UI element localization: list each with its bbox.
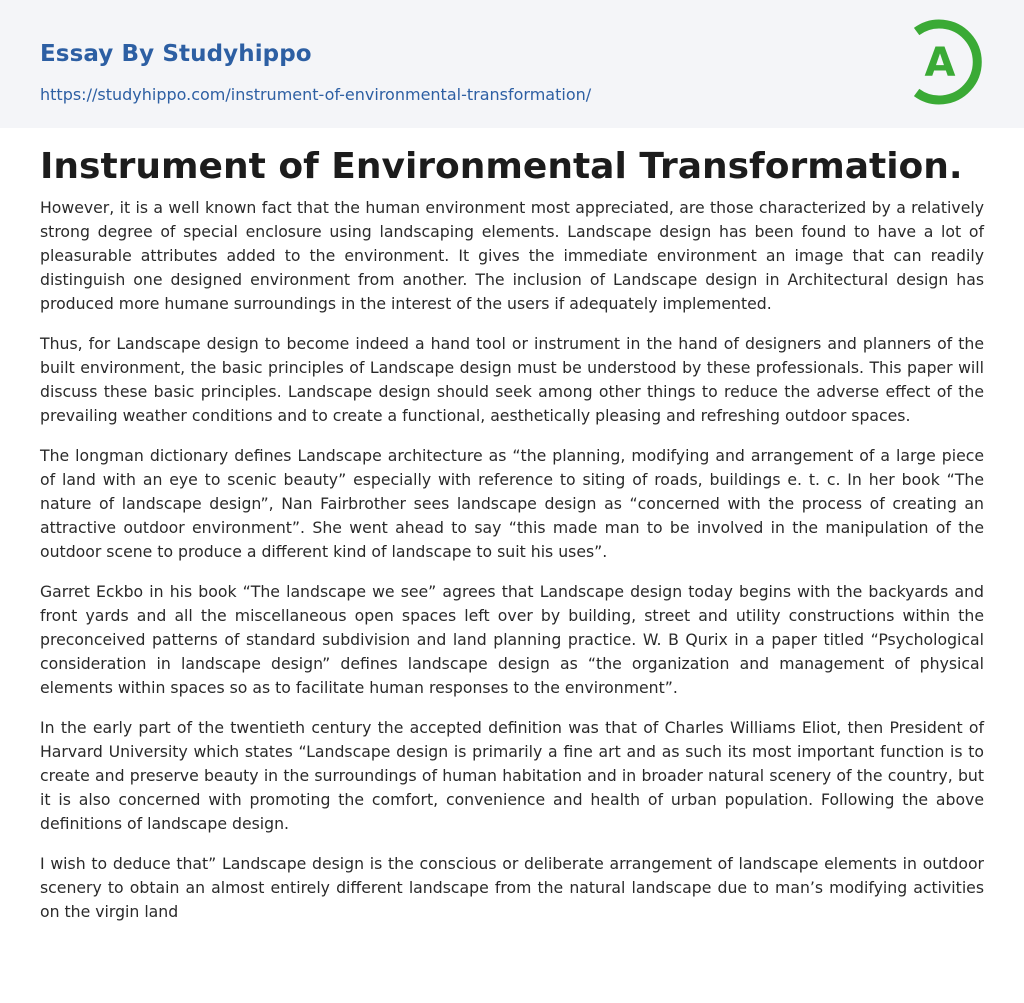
essay-paragraph: In the early part of the twentieth century the accepted definition was that of Charles Williams Eliot, then President of Harvard University which states “Landscape design is primarily a fine art and as such its most important function is to create and preserve beauty in the surroundings of human habitation and in broader natural scenery of the country, but it is also concerned with promoting the comfort, convenience and health of urban population. Following the above definitions of landscape design. (40, 718, 984, 833)
essay-title: Instrument of Environmental Transformation. (40, 146, 963, 187)
essay-paragraph: I wish to deduce that” Landscape design is the conscious or deliberate arrangement of landscape elements in outdoor scenery to obtain an almost entirely different landscape from the natural landscape due to man’s modifying activities on the virgin land (40, 854, 984, 921)
site-header (0, 0, 1024, 128)
essay-paragraph: However, it is a well known fact that the human environment most appreciated, are those characterized by a relatively strong degree of special enclosure using landscaping elements. Landscape design has been found to have a lot of pleasurable attributes added to the environment. It gives the immediate environment an image that can readily distinguish one designed environment from another. The inclusion of Landscape design in Architectural design has produced more humane surroundings in the interest of the users if adequately implemented. (40, 198, 984, 313)
essay-paragraph: Garret Eckbo in his book “The landscape we see” agrees that Landscape design today begins with the backyards and front yards and all the miscellaneous open spaces left over by building, street and utility constructions within the preconceived patterns of standard subdivision and land planning practice. W. B Qurix in a paper titled “Psychological consideration in landscape design” defines landscape design as “the organization and management of physical elements within spaces so as to facilitate human responses to the environment”. (40, 582, 984, 697)
essay-paragraph: The longman dictionary defines Landscape architecture as “the planning, modifying and arrangement of a large piece of land with an eye to scenic beauty” especially with reference to siting of roads, buildings e. t. c. In her book “The nature of landscape design”, Nan Fairbrother sees landscape design as “concerned with the process of creating an attractive outdoor environment”. She went ahead to say “this made man to be involved in the manipulation of the outdoor scene to produce a different kind of landscape to suit his uses”. (40, 446, 984, 561)
source-url-link[interactable]: https://studyhippo.com/instrument-of-environmental-transformation/ (40, 85, 592, 104)
brand-title: Essay By Studyhippo (40, 41, 312, 67)
essay-paragraph: Thus, for Landscape design to become indeed a hand tool or instrument in the hand of designers and planners of the built environment, the basic principles of Landscape design must be understood by these professionals. This paper will discuss these basic principles. Landscape design should seek among other things to reduce the adverse effect of the prevailing weather conditions and to create a functional, aesthetically pleasing and refreshing outdoor spaces. (40, 334, 984, 425)
logo-letter: A (924, 40, 956, 86)
studyhippo-logo[interactable] (912, 19, 986, 105)
essay-content (0, 128, 1024, 924)
